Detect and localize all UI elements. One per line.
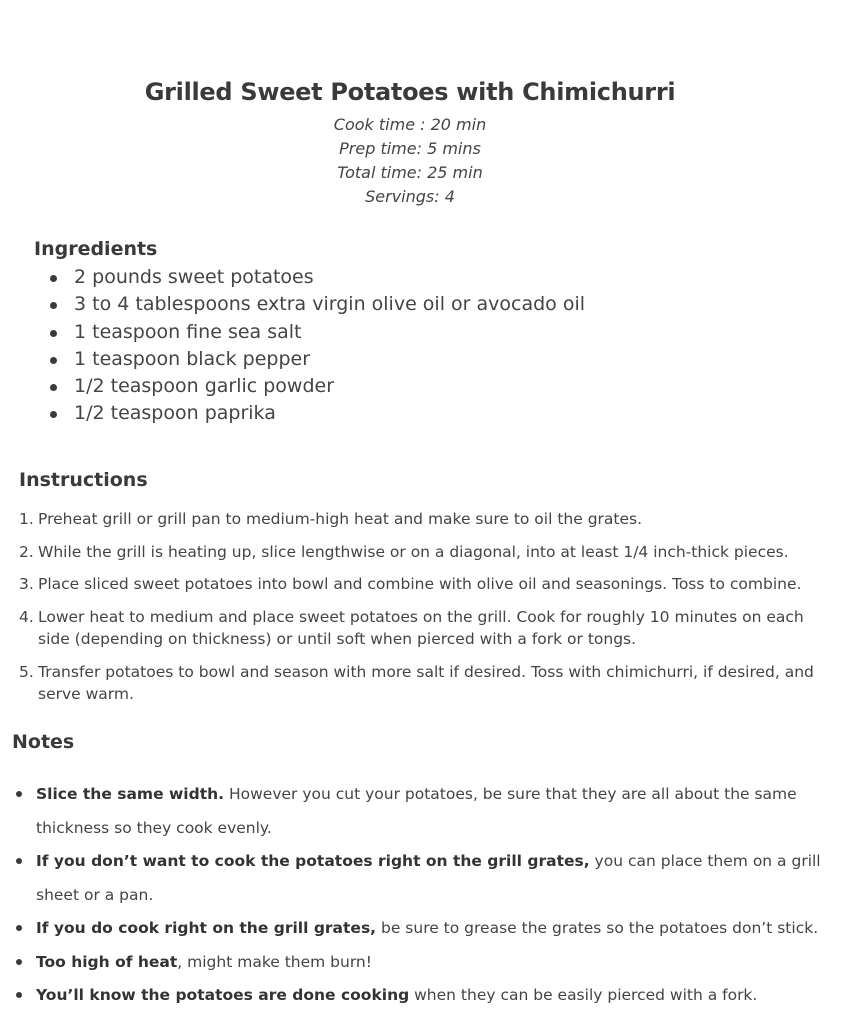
ingredient-item	[50, 400, 585, 427]
recipe-title: Grilled Sweet Potatoes with Chimichurri	[144, 78, 676, 106]
prep-time: Prep time: 5 mins	[339, 139, 481, 158]
ingredient-text: 1 teaspoon black pepper	[74, 347, 311, 370]
instructions-heading: Instructions	[19, 469, 148, 491]
note-item	[16, 778, 841, 845]
note-bold: If you don’t want to cook the potatoes right on the grill grates,	[36, 852, 590, 870]
note-item	[16, 845, 841, 912]
step-text: While the grill is heating up, slice lengthwise or on a diagonal, into at least 1/4 inch-thick pieces.	[38, 542, 789, 561]
notes-heading: Notes	[12, 731, 75, 753]
ingredient-text: 2 pounds sweet potatoes	[74, 266, 314, 288]
instruction-step	[19, 661, 829, 706]
ingredient-text: 1/2 teaspoon garlic powder	[74, 375, 335, 398]
step-number: 2.	[19, 542, 34, 561]
note-bold: Slice the same width.	[36, 785, 225, 803]
note-item	[16, 946, 841, 980]
step-number: 4.	[19, 607, 34, 626]
step-number: 3.	[19, 575, 34, 593]
ingredient-item	[50, 291, 585, 318]
bullet-icon	[50, 302, 57, 309]
ingredient-text: 1/2 teaspoon paprika	[74, 402, 276, 425]
total-time: Total time: 25 min	[337, 163, 483, 182]
note-item	[16, 912, 841, 946]
step-text: Lower heat to medium and place sweet potatoes on the grill. Cook for roughly 10 minutes on each side (depending on thickness) or until soft when pierced with a fork or tongs.	[38, 607, 804, 648]
note-bold: Too high of heat	[36, 952, 178, 971]
step-number: 1.	[19, 510, 34, 528]
ingredient-text: 1 teaspoon fine sea salt	[74, 320, 302, 343]
bullet-icon	[50, 275, 57, 282]
ingredients-heading: Ingredients	[34, 238, 158, 260]
step-text: Place sliced sweet potatoes into bowl and combine with olive oil and seasonings. Toss to combine.	[38, 575, 802, 593]
step-text: Transfer potatoes to bowl and season with more salt if desired. Toss with chimichurri, if desired, and serve warm.	[38, 662, 814, 703]
bullet-icon	[50, 384, 57, 391]
bullet-icon	[50, 411, 57, 418]
step-number: 5.	[19, 662, 34, 681]
bullet-icon	[50, 330, 57, 337]
note-bold: You’ll know the potatoes are done cooking	[36, 986, 410, 1004]
ingredient-item	[50, 264, 585, 291]
note-text: be sure to grease the grates so the potatoes don’t stick.	[376, 919, 819, 937]
bullet-icon	[16, 959, 22, 965]
bullet-icon	[16, 925, 22, 931]
ingredient-item	[50, 373, 585, 400]
servings: Servings: 4	[365, 187, 455, 206]
instruction-step	[19, 541, 829, 564]
ingredients-list	[50, 264, 585, 428]
instructions-list	[19, 508, 829, 716]
note-bold: If you do cook right on the grill grates,	[36, 919, 377, 937]
recipe-meta	[0, 113, 820, 209]
instruction-step	[19, 508, 829, 531]
step-text: Preheat grill or grill pan to medium-high heat and make sure to oil the grates.	[38, 510, 643, 528]
ingredient-item	[50, 319, 585, 346]
note-item	[16, 979, 841, 1013]
bullet-icon	[16, 858, 22, 864]
note-text: you can place them on a grill sheet or a pan.	[36, 852, 821, 904]
bullet-icon	[16, 791, 22, 797]
note-text: when they can be easily pierced with a fork.	[409, 986, 758, 1004]
notes-list	[16, 778, 841, 1013]
bullet-icon	[50, 357, 57, 364]
ingredient-text: 3 to 4 tablespoons extra virgin olive oil or avocado oil	[74, 293, 586, 316]
note-text: However you cut your potatoes, be sure that they are all about the same thickness so they cook evenly.	[36, 785, 797, 837]
instruction-step	[19, 573, 829, 596]
ingredient-item	[50, 346, 585, 373]
note-text: , might make them burn!	[177, 952, 372, 971]
instruction-step	[19, 606, 829, 651]
cook-time: Cook time : 20 min	[333, 115, 487, 134]
bullet-icon	[16, 992, 22, 998]
